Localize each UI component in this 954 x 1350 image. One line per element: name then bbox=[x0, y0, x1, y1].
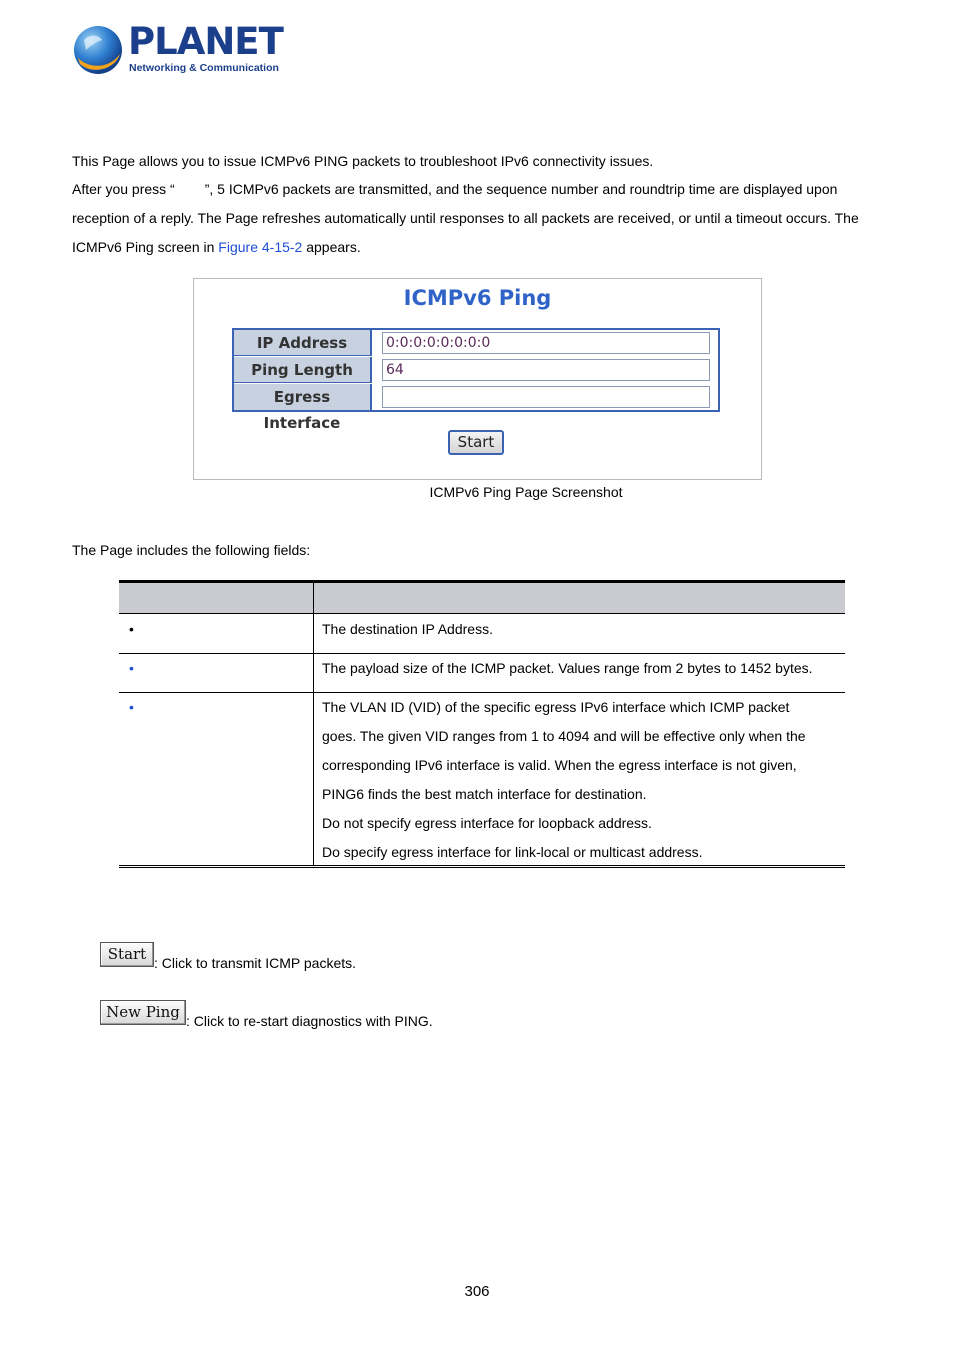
screenshot-title: ICMPv6 Ping bbox=[403, 286, 552, 310]
logo-tagline: Networking & Communication bbox=[129, 62, 279, 74]
row-desc-line: corresponding IPv6 interface is valid. When the egress interface is not given, bbox=[322, 757, 797, 773]
row-desc-line: The payload size of the ICMP packet. Values range from 2 bytes to 1452 bytes. bbox=[322, 660, 813, 676]
ip-address-input[interactable]: 0:0:0:0:0:0:0:0 bbox=[382, 332, 710, 354]
new-ping-button-description: : Click to re-start diagnostics with PING. bbox=[186, 1013, 433, 1029]
intro-line-2-post: ”, 5 ICMPv6 packets are transmitted, and the sequence number and roundtrip time are displayed upon bbox=[204, 181, 838, 197]
table-column-divider bbox=[313, 583, 314, 866]
figure-link[interactable]: Figure 4-15-2 bbox=[218, 239, 303, 255]
row-bullet: • bbox=[129, 621, 134, 637]
ping-row-ip bbox=[234, 330, 718, 357]
egress-interface-input[interactable] bbox=[382, 386, 710, 408]
intro-line-4-post: appears. bbox=[302, 239, 361, 255]
ip-address-label: IP Address bbox=[234, 330, 372, 356]
row-desc-line: Do specify egress interface for link-local or multicast address. bbox=[322, 844, 703, 860]
ping-row-egress bbox=[234, 384, 718, 432]
row-desc-line: PING6 finds the best match interface for destination. bbox=[322, 786, 647, 802]
intro-line-4 bbox=[72, 233, 892, 262]
fields-intro: The Page includes the following fields: bbox=[72, 542, 311, 558]
start-button-description: : Click to transmit ICMP packets. bbox=[154, 955, 357, 971]
row-desc-line: goes. The given VID ranges from 1 to 4094 and will be effective only when the bbox=[322, 728, 806, 744]
intro-line-4-pre: ICMPv6 Ping screen in bbox=[72, 239, 219, 255]
intro-line-1: This Page allows you to issue ICMPv6 PING packets to troubleshoot IPv6 connectivity issues. bbox=[72, 153, 654, 169]
start-button[interactable]: Start bbox=[448, 430, 504, 455]
logo-brand: PLANET bbox=[128, 20, 283, 63]
table-row bbox=[322, 693, 837, 867]
table-row bbox=[322, 654, 837, 683]
ping-row-length bbox=[234, 357, 718, 384]
planet-logo bbox=[72, 20, 283, 78]
page-number: 306 bbox=[464, 1283, 490, 1300]
start-button-image[interactable]: Start bbox=[100, 942, 154, 967]
ping-form-table bbox=[232, 328, 720, 432]
icmpv6-ping-screenshot bbox=[193, 278, 762, 480]
ping-length-input[interactable]: 64 bbox=[382, 359, 710, 381]
intro-line-3: reception of a reply. The Page refreshes automatically until responses to all packets are received, or until a timeout occurs. The bbox=[72, 210, 859, 226]
table-header bbox=[119, 583, 845, 614]
intro-line-2-pre: After you press “ bbox=[72, 181, 175, 197]
figure-caption: ICMPv6 Ping Page Screenshot bbox=[429, 484, 623, 500]
globe-icon bbox=[72, 24, 124, 76]
table-row bbox=[322, 615, 837, 644]
row-bullet: • bbox=[129, 660, 134, 676]
egress-interface-label: Egress Interface bbox=[234, 384, 372, 410]
row-desc-line: Do not specify egress interface for loopback address. bbox=[322, 815, 652, 831]
ping-length-label: Ping Length bbox=[234, 357, 372, 383]
new-ping-button-image[interactable]: New Ping bbox=[100, 1000, 186, 1025]
intro-line-2 bbox=[72, 175, 892, 204]
row-bullet: • bbox=[129, 699, 134, 715]
row-desc-line: The destination IP Address. bbox=[322, 621, 493, 637]
row-desc-line: The VLAN ID (VID) of the specific egress IPv6 interface which ICMP packet bbox=[322, 699, 790, 715]
